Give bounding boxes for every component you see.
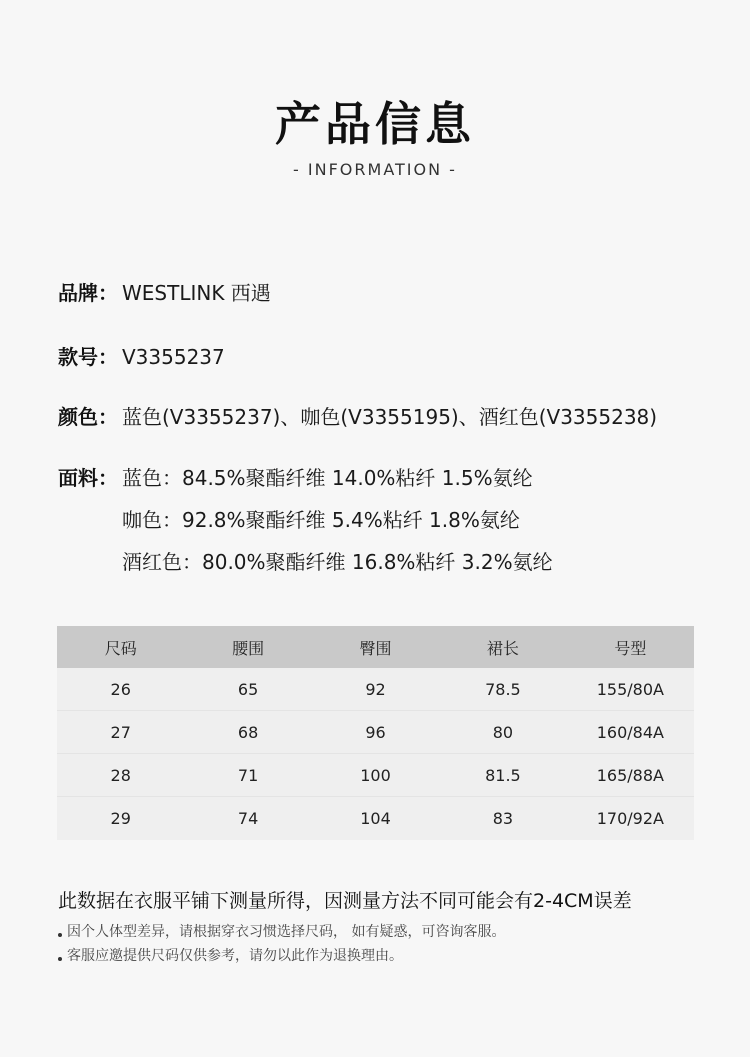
fabric-row: [58, 466, 122, 490]
bullet-dot-icon: [58, 933, 62, 937]
table-row: [57, 754, 694, 797]
table-cell: 29: [110, 809, 131, 828]
note-bullet-text: 客服应邀提供尺码仅供参考，请勿以此作为退换理由。: [67, 948, 403, 964]
table-cell: 100: [360, 765, 391, 785]
fabric-line: 酒红色：80.0%聚酯纤维 16.8%粘纤 3.2%氨纶: [122, 550, 553, 574]
measurement-note: 此数据在衣服平铺下测量所得，因测量方法不同可能会有2-4CM误差: [58, 890, 632, 912]
page-subtitle: - INFORMATION -: [293, 160, 457, 179]
table-cell: 71: [237, 765, 259, 785]
color-label: 颜色：: [58, 405, 118, 429]
table-cell: 104: [360, 809, 391, 828]
table-cell: 155/80A: [596, 679, 664, 699]
table-header-cell: 尺码: [104, 638, 137, 658]
table-row: [57, 797, 694, 840]
size-table: [57, 626, 694, 840]
style-no-row: [58, 345, 225, 369]
table-header-cell: 裙长: [486, 638, 519, 658]
brand-row: [58, 281, 271, 305]
table-cell: 27: [110, 722, 131, 742]
table-cell: 160/84A: [596, 722, 664, 742]
color-row: [58, 405, 657, 429]
table-cell: 165/88A: [596, 765, 664, 785]
table-cell: 170/92A: [596, 809, 664, 828]
brand-label: 品牌：: [58, 281, 118, 305]
page-title: 产品信息: [275, 97, 475, 151]
table-row: [57, 668, 694, 711]
table-cell: 74: [237, 809, 259, 828]
table-header-cell: 腰围: [232, 638, 265, 658]
bullet-dot-icon: [58, 957, 62, 961]
table-cell: 92: [365, 679, 386, 699]
table-cell: 28: [110, 765, 131, 785]
note-bullet: [58, 921, 505, 941]
table-header-cell: 臀围: [359, 638, 392, 658]
color-value: 蓝色(V3355237)、咖色(V3355195)、酒红色(V3355238): [122, 405, 658, 429]
fabric-line: 咖色：92.8%聚酯纤维 5.4%粘纤 1.8%氨纶: [122, 508, 520, 532]
table-cell: 96: [365, 722, 386, 742]
note-bullet-text: 因个人体型差异，请根据穿衣习惯选择尺码， 如有疑惑，可咨询客服。: [67, 924, 506, 940]
table-cell: 65: [237, 679, 259, 699]
table-header-cell: 号型: [614, 638, 647, 658]
style-no-value: V3355237: [122, 345, 225, 369]
fabric-label: 面料：: [58, 466, 118, 490]
table-cell: 83: [492, 809, 514, 828]
fabric-line: 蓝色：84.5%聚酯纤维 14.0%粘纤 1.5%氨纶: [122, 466, 533, 490]
style-no-label: 款号：: [58, 345, 118, 369]
brand-value: WESTLINK 西遇: [122, 281, 271, 305]
table-row: [57, 711, 694, 754]
note-bullet: [58, 945, 403, 965]
table-cell: 78.5: [485, 679, 521, 699]
table-cell: 68: [237, 722, 259, 742]
table-cell: 26: [110, 679, 131, 699]
table-cell: 80: [492, 722, 514, 742]
table-cell: 81.5: [485, 765, 521, 785]
table-header-row: [57, 626, 694, 668]
